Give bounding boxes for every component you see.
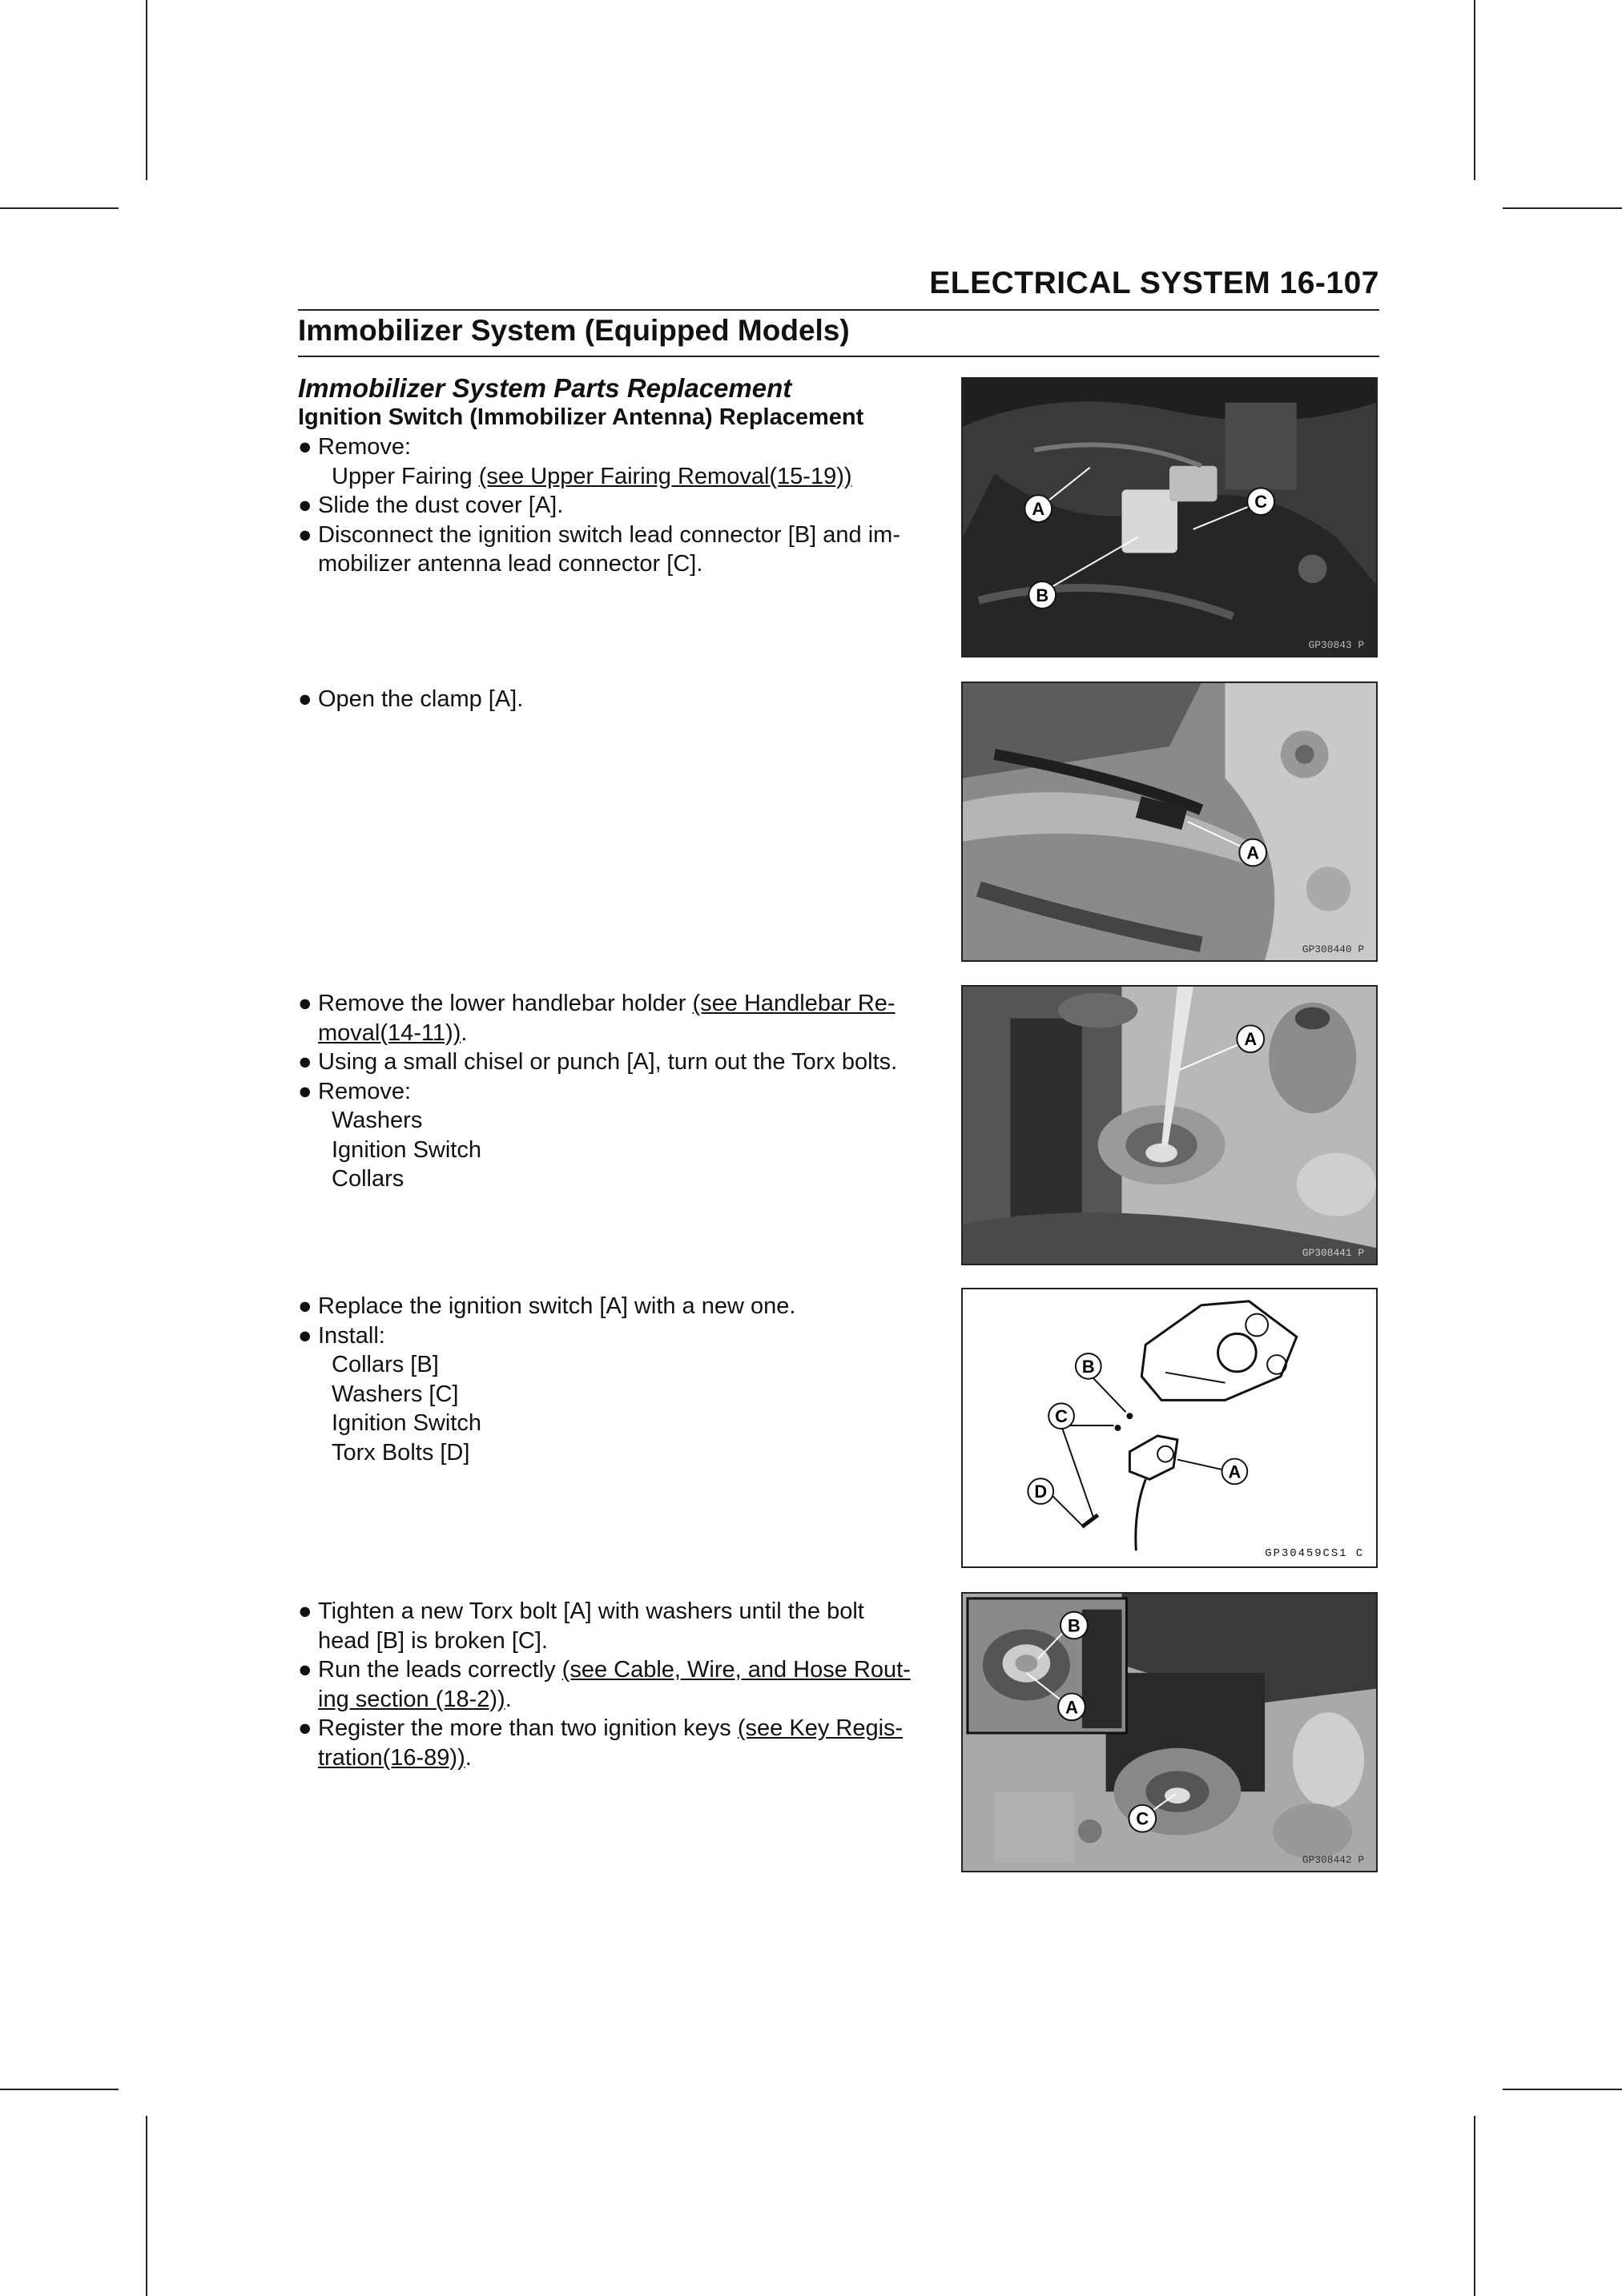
callout-b [1061, 1612, 1088, 1639]
list-item: Ignition Switch [332, 1410, 481, 1436]
figure-code: GP308441 P [1302, 1247, 1365, 1260]
cross-reference-link[interactable]: (see Cable, Wire, and Hose Rout- [561, 1657, 911, 1683]
step-list [298, 989, 931, 1194]
step [298, 1077, 931, 1107]
cross-reference-link[interactable]: tration(16-89)) [318, 1744, 465, 1771]
step-text-tail: . [461, 1019, 468, 1046]
step [298, 1714, 931, 1772]
cross-reference-link[interactable]: (see Key Regis- [737, 1715, 904, 1741]
bullet-icon: ● [298, 434, 312, 460]
step-text: Run the leads correctly [318, 1657, 562, 1683]
crop-mark [0, 207, 119, 209]
photo-torx-bolt [961, 985, 1378, 1265]
step-text: Remove the lower handlebar holder [318, 991, 693, 1016]
svg-text:A: A [1065, 1697, 1078, 1718]
step [298, 1292, 931, 1321]
list-item: Washers [332, 1108, 423, 1133]
bullet-icon: ● [298, 1293, 312, 1319]
crop-mark [1474, 2116, 1475, 2296]
procedure-title: Ignition Switch (Immobilizer Antenna) Replacement [298, 404, 864, 430]
svg-text:B: B [1036, 585, 1049, 605]
crop-mark [1503, 2089, 1622, 2090]
bullet-icon: ● [298, 493, 312, 518]
item-text: Upper Fairing [332, 463, 479, 489]
callout-d [1028, 1478, 1053, 1504]
cross-reference-link[interactable]: moval(14-11)) [318, 1019, 461, 1046]
figure-code: GP308440 P [1302, 943, 1365, 956]
svg-text:B: B [1068, 1615, 1081, 1636]
photo-broken-bolt [961, 1592, 1378, 1872]
cross-reference-link[interactable]: (see Upper Fairing Removal(15-19)) [478, 463, 852, 489]
step [298, 432, 931, 462]
bullet-icon: ● [298, 1598, 312, 1624]
svg-text:A: A [1228, 1462, 1242, 1482]
bullet-icon: ● [298, 991, 312, 1016]
section-title: Immobilizer System (Equipped Models) [298, 314, 850, 347]
crop-mark [1503, 207, 1622, 209]
callout-c [1048, 1403, 1074, 1429]
step-text: Register the more than two ignition keys [318, 1715, 738, 1741]
step-text-tail: . [505, 1686, 512, 1712]
bullet-icon: ● [298, 686, 312, 712]
step [298, 1655, 931, 1714]
step [298, 1047, 931, 1077]
step-text: Remove: [318, 434, 412, 460]
callout-b [1076, 1353, 1101, 1379]
step-list [298, 432, 931, 579]
bullet-icon: ● [298, 1049, 312, 1075]
photo-connectors [961, 377, 1378, 657]
list-item: Torx Bolts [D] [332, 1439, 470, 1466]
callout-a [1058, 1694, 1085, 1721]
step-list [298, 1597, 931, 1772]
bullet-icon: ● [298, 521, 312, 548]
step-text: Tighten a new Torx bolt [A] with washers until the bolt [318, 1598, 864, 1624]
diagram-ignition-switch [961, 1288, 1378, 1568]
header-rule [298, 309, 1379, 311]
step [298, 491, 931, 521]
svg-text:B: B [1081, 1356, 1095, 1377]
subsection-title: Immobilizer System Parts Replacement [298, 373, 792, 403]
step-text: Disconnect the ignition switch lead connector [B] and im- [318, 521, 900, 548]
list-item: Collars [332, 1166, 404, 1192]
callout-a [1024, 495, 1052, 522]
bullet-icon: ● [298, 1657, 312, 1683]
svg-text:A: A [1246, 842, 1260, 863]
bullet-icon: ● [298, 1322, 312, 1349]
step-list [298, 685, 931, 714]
callout-a [1237, 1025, 1264, 1052]
list-item: Collars [B] [332, 1352, 439, 1377]
list-item: Ignition Switch [332, 1136, 481, 1163]
svg-text:C: C [1136, 1808, 1149, 1829]
callout-c [1129, 1805, 1156, 1832]
svg-text:A: A [1032, 499, 1045, 520]
running-title: ELECTRICAL SYSTEM 16-107 [929, 266, 1379, 300]
callout-c [1247, 488, 1274, 515]
callout-a [1239, 839, 1266, 867]
step [298, 521, 931, 579]
photo-clamp [961, 682, 1378, 962]
figure-code: GP308442 P [1302, 1854, 1365, 1867]
step-text: Open the clamp [A]. [318, 686, 524, 712]
cross-reference-link[interactable]: ing section (18-2)) [318, 1686, 505, 1712]
callout-a [1222, 1459, 1247, 1485]
callout-b [1028, 581, 1056, 609]
step-text: Slide the dust cover [A]. [318, 493, 564, 518]
crop-mark [146, 0, 147, 180]
list-item [298, 462, 931, 492]
figure-code: GP30459CS1 C [1265, 1547, 1365, 1561]
bullet-icon: ● [298, 1078, 312, 1104]
step-text-continued: mobilizer antenna lead connector [C]. [318, 551, 703, 577]
svg-text:C: C [1254, 492, 1267, 513]
step-list [298, 1292, 931, 1467]
cross-reference-link[interactable]: (see Handlebar Re- [692, 991, 896, 1016]
step-text: Replace the ignition switch [A] with a new one. [318, 1293, 796, 1319]
step [298, 1597, 931, 1655]
svg-text:D: D [1034, 1482, 1048, 1502]
step-text: Remove: [318, 1078, 412, 1104]
step-text-continued: head [B] is broken [C]. [318, 1627, 548, 1654]
step [298, 685, 931, 714]
svg-text:C: C [1055, 1406, 1068, 1427]
crop-mark [1474, 0, 1475, 180]
svg-text:A: A [1244, 1029, 1258, 1050]
step [298, 989, 931, 1047]
section-rule [298, 356, 1379, 357]
crop-mark [0, 2089, 119, 2090]
step-text: Install: [318, 1322, 385, 1349]
step [298, 1321, 931, 1351]
step-text: Using a small chisel or punch [A], turn out the Torx bolts. [318, 1049, 898, 1075]
crop-mark [146, 2116, 147, 2296]
step-text-tail: . [465, 1744, 472, 1771]
list-item: Washers [C] [332, 1381, 459, 1407]
bullet-icon: ● [298, 1715, 312, 1741]
figure-code: GP30843 P [1308, 639, 1365, 652]
